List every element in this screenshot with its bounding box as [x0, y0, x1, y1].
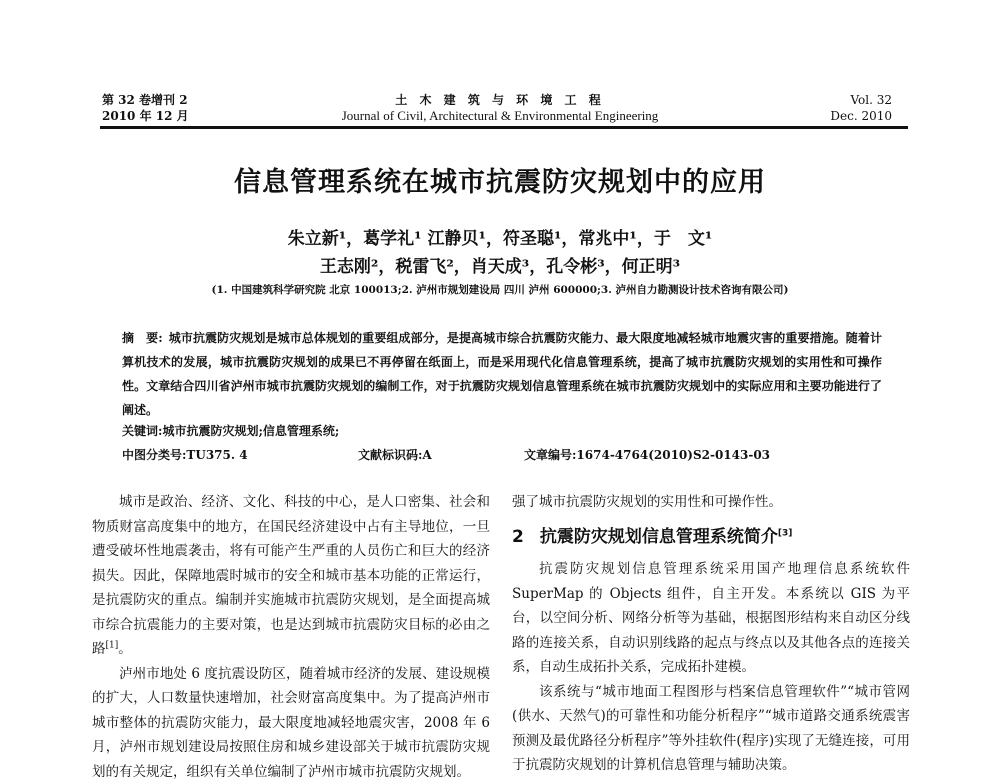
journal-volume-en [830, 92, 892, 124]
paragraph-continued: 强了城市抗震防灾规划的实用性和可操作性。 [512, 490, 910, 515]
paper-title: 信息管理系统在城市抗震防灾规划中的应用 [100, 160, 900, 199]
document-code: 文献标识码:A [358, 446, 432, 463]
article-number: 文章编号:1674-4764(2010)S2-0143-03 [524, 446, 770, 463]
journal-name-cn: 土 木 建 筑 与 环 境 工 程 [300, 92, 700, 108]
section-number: 2 [512, 527, 524, 547]
date-label-cn: 2010 年 12 月 [102, 108, 189, 124]
volume-label: 第 32 卷增刊 2 [102, 92, 189, 108]
journal-name [300, 92, 700, 124]
abstract-label: 摘 要: [122, 331, 163, 345]
paragraph: 该系统与“城市地面工程图形与档案信息管理软件”“城市管网(供水、天然气)的可靠性和功能分析程序”“城市道路交通系统震害预测及最优路径分析程序”等外挂软件(程序)实现了无缝连接，可用于抗震防灾规划的计算机信息管理与辅助决策。 [512, 680, 910, 778]
keywords [122, 422, 339, 439]
keywords-text: 城市抗震防灾规划;信息管理系统; [162, 424, 339, 438]
abstract [122, 326, 882, 422]
paragraph: 城市是政治、经济、文化、科技的中心，是人口密集、社会和物质财富高度集中的地方，在国民经济建设中占有主导地位，一旦遭受破坏性地震袭击，将有可能产生严重的人员伤亡和巨大的经济损失。因此，保障地震时城市的安全和城市基本功能的正常运行，是抗震防灾的重点。编制并实施城市抗震防灾规划，是全面提高城市综合抗震能力的主要对策，也是达到城市抗震防灾目标的必由之路[1]。 [92, 490, 490, 662]
affiliations: (1. 中国建筑科学研究院 北京 100013;2. 泸州市规划建设局 四川 泸州 600000;3. 泸州自力勘测设计技术咨询有限公司) [100, 282, 900, 297]
journal-name-en: Journal of Civil, Architectural & Environmental Engineering [300, 108, 700, 124]
abstract-text: 城市抗震防灾规划是城市总体规划的重要组成部分，是提高城市综合抗震防灾能力、最大限度地减轻城市地震灾害的重要措施。随着计算机技术的发展，城市抗震防灾规划的成果已不再停留在纸面上，而是采用现代化信息管理系统，提高了城市抗震防灾规划的实用性和可操作性。文章结合四川省泸州市城市抗震防灾规划的编制工作，对于抗震防灾规划信息管理系统在城市抗震防灾规划中的实际应用和主要功能进行了阐述。 [122, 331, 882, 417]
keywords-label: 关键词: [122, 424, 162, 438]
section-title: 抗震防灾规划信息管理系统简介 [540, 527, 778, 547]
body-column-left [92, 490, 490, 784]
date-label-en: Dec. 2010 [830, 108, 892, 124]
clc-number: 中图分类号:TU375. 4 [122, 446, 248, 463]
citation-ref[interactable]: [1] [106, 641, 119, 651]
header-rule [100, 126, 908, 129]
citation-ref[interactable]: [3] [778, 528, 793, 538]
volume-label-en: Vol. 32 [830, 92, 892, 108]
section-heading [512, 525, 910, 550]
paragraph: 抗震防灾规划信息管理系统采用国产地理信息系统软件 SuperMap 的 Objects 组件，自主开发。本系统以 GIS 为平台，以空间分析、网络分析等为基础，根据图形结构来自动区分线路的连接关系，自动识别线路的起点与终点以及其他各点的连接关系，自动生成拓扑关系，完成拓扑建模。 [512, 557, 910, 680]
journal-volume-issue [102, 92, 189, 124]
authors-line-1: 朱立新¹，葛学礼¹ 江静贝¹，符圣聪¹，常兆中¹，于 文¹ [100, 224, 900, 249]
authors-line-2: 王志刚²，税雷飞²，肖天成³，孔令彬³，何正明³ [100, 252, 900, 277]
paragraph: 泸州市地处 6 度抗震设防区，随着城市经济的发展、建设规模的扩大，人口数量快速增加，社会财富高度集中。为了提高泸州市城市整体的抗震防灾能力，最大限度地减轻地震灾害，2008 年 6 月，泸州市规划建设局按照住房和城乡建设部关于城市抗震防灾规划的有关规定，组织有关单位编制了泸州市城市抗震防灾规划。 [92, 662, 490, 784]
body-column-right [512, 490, 910, 778]
